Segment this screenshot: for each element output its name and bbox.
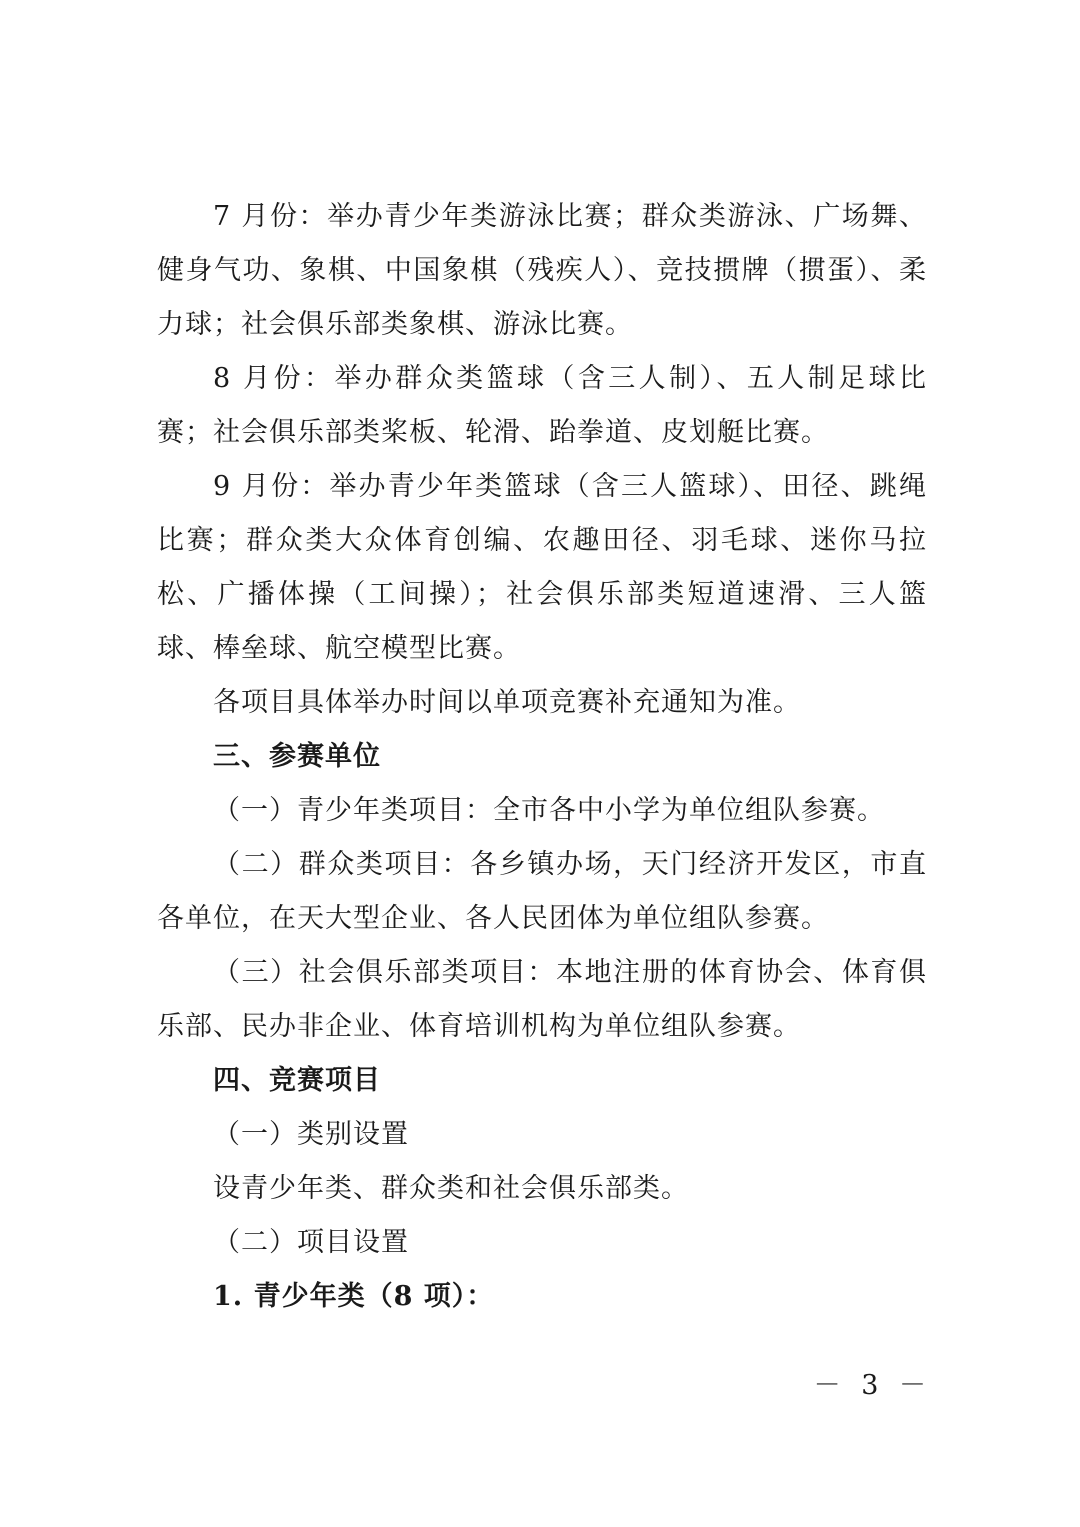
subheading-youth-events: 1. 青少年类（8 项）： [213, 1281, 495, 1312]
subheading-category-setup: （一）类别设置 [213, 1119, 409, 1150]
section-heading-participants: 三、参赛单位 [213, 741, 381, 772]
section-heading-events: 四、竞赛项目 [213, 1065, 381, 1096]
paragraph-public-participants: （二）群众类项目：各乡镇办场，天门经济开发区，市直各单位，在天大型企业、各人民团体为单位组队参赛。 [157, 849, 927, 934]
paragraph-schedule-note: 各项目具体举办时间以单项竞赛补充通知为准。 [213, 687, 801, 718]
paragraph-september-schedule: 9 月份：举办青少年类篮球（含三人篮球）、田径、跳绳比赛；群众类大众体育创编、农趣田径、羽毛球、迷你马拉松、广播体操（工间操）；社会俱乐部类短道速滑、三人篮球、棒垒球、航空模型比赛。 [157, 471, 927, 664]
paragraph-july-schedule: 7 月份：举办青少年类游泳比赛；群众类游泳、广场舞、健身气功、象棋、中国象棋（残疾人）、竞技掼牌（掼蛋）、柔力球；社会俱乐部类象棋、游泳比赛。 [157, 201, 927, 340]
paragraph-club-participants: （三）社会俱乐部类项目：本地注册的体育协会、体育俱乐部、民办非企业、体育培训机构为单位组队参赛。 [157, 957, 927, 1042]
paragraph-august-schedule: 8 月份：举办群众类篮球（含三人制）、五人制足球比赛；社会俱乐部类桨板、轮滑、跆拳道、皮划艇比赛。 [157, 363, 927, 448]
subheading-event-setup: （二）项目设置 [213, 1227, 409, 1258]
paragraph-category-list: 设青少年类、群众类和社会俱乐部类。 [213, 1173, 689, 1204]
document-body [157, 190, 927, 1324]
paragraph-youth-participants: （一）青少年类项目：全市各中小学为单位组队参赛。 [213, 795, 885, 826]
page-number: － 3 － [813, 1370, 932, 1401]
